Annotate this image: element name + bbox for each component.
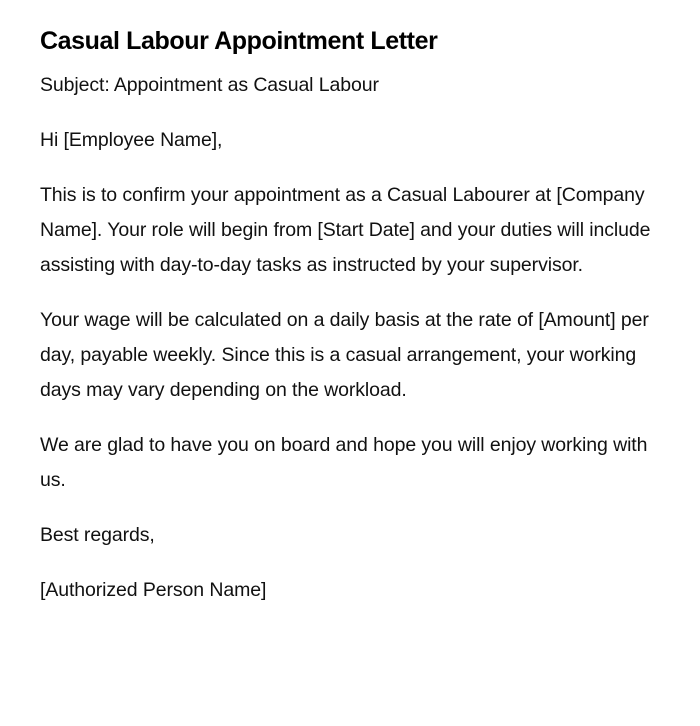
letter-greeting: Hi [Employee Name], [40,129,223,151]
letter-signature: [Authorized Person Name] [40,579,267,601]
letter-paragraph-wage: Your wage will be calculated on a daily basis at the rate of [Amount] per day, payable weekly. Since this is a casual arrangement, your working days may vary depending on the workload. [40,309,649,401]
letter-paragraph-appointment: This is to confirm your appointment as a Casual Labourer at [Company Name]. Your role will begin from [Start Date] and your duties will include assisting with day-to-day tasks as instructed by your supervisor. [40,184,651,276]
letter-title: Casual Labour Appointment Letter [40,27,438,55]
letter-closing: Best regards, [40,524,155,546]
letter-paragraph-welcome: We are glad to have you on board and hope you will enjoy working with us. [40,434,648,491]
letter-subject: Subject: Appointment as Casual Labour [40,74,379,96]
